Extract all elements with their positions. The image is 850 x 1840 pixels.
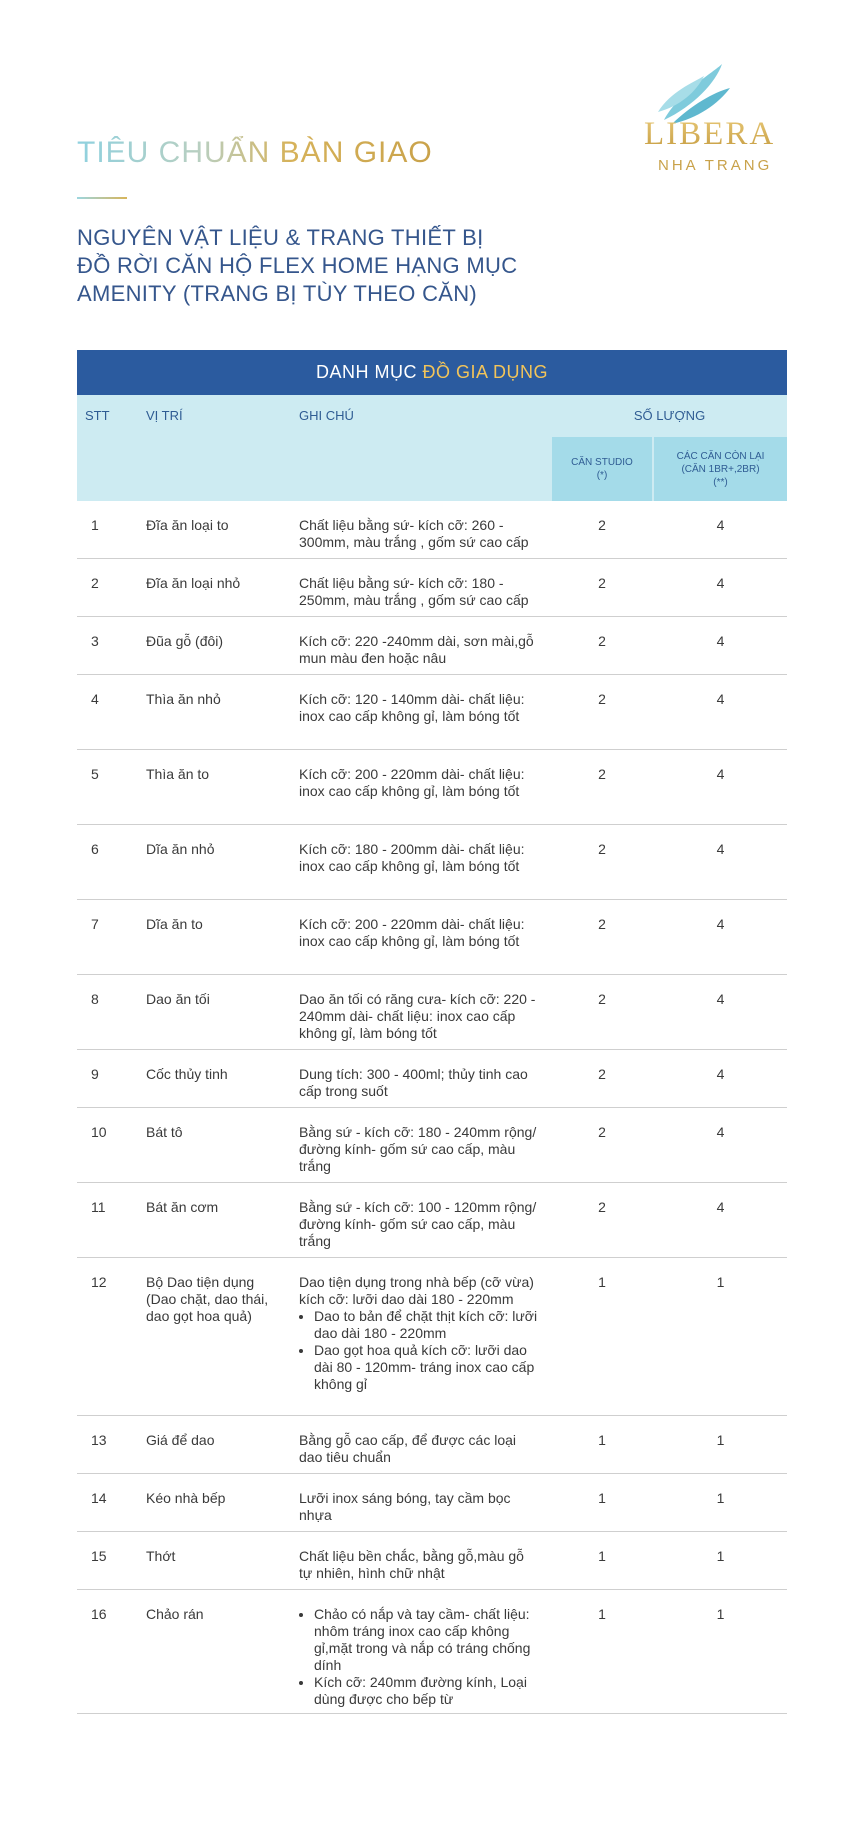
- bullet-item: • Dao gọt hoa quả kích cỡ: lưỡi dao dài 80 - 120mm- tráng inox cao cấp không gỉ: [314, 1342, 539, 1393]
- row-ghichu: [299, 1548, 539, 1582]
- row-other-qty: 1: [716, 1490, 725, 1506]
- row-studio-qty: 1: [598, 1432, 606, 1448]
- row-ghichu: [299, 691, 539, 725]
- row-ghichu-bullets: [299, 1606, 539, 1708]
- row-other-qty: 4: [716, 766, 725, 782]
- row-vitri: Cốc thủy tinh: [146, 1066, 228, 1082]
- row-other-qty: 1: [716, 1606, 725, 1622]
- subtitle-line: ĐỒ RỜI CĂN HỘ FLEX HOME HẠNG MỤC: [77, 253, 518, 278]
- column-header-stt: STT: [85, 408, 110, 423]
- row-ghichu-text: Bằng gỗ cao cấp, để được các loại dao tiêu chuẩn: [299, 1432, 517, 1465]
- row-other-qty: 4: [716, 1066, 725, 1082]
- other-sublabel: (CĂN 1BR+,2BR): [681, 463, 760, 475]
- row-vitri: Thớt: [146, 1548, 176, 1564]
- row-other-qty: 4: [716, 575, 725, 591]
- row-studio-qty: 2: [598, 916, 606, 932]
- table-row: [77, 975, 787, 1050]
- title-underline: [77, 197, 127, 199]
- other-note: (**): [713, 476, 728, 488]
- bullet-item: • Dao to bản để chặt thịt kích cỡ: lưỡi dao dài 180 - 220mm: [314, 1308, 539, 1342]
- row-ghichu: [299, 916, 539, 950]
- row-other-qty: 4: [716, 916, 725, 932]
- row-ghichu: [299, 1199, 539, 1250]
- logo-subtitle: NHA TRANG: [658, 157, 773, 174]
- row-studio-qty: 2: [598, 991, 606, 1007]
- table-row: [77, 1050, 787, 1108]
- row-ghichu-text: Kích cỡ: 200 - 220mm dài- chất liệu: inox cao cấp không gỉ, làm bóng tốt: [299, 916, 525, 949]
- row-other-qty: 4: [716, 841, 725, 857]
- row-stt: 10: [91, 1124, 107, 1140]
- bullet-item: • Kích cỡ: 240mm đường kính, Loại dùng được cho bếp từ: [314, 1674, 539, 1708]
- row-stt: 13: [91, 1432, 107, 1448]
- row-other-qty: 4: [716, 991, 725, 1007]
- row-stt: 1: [91, 517, 99, 533]
- row-vitri: Dao ăn tối: [146, 991, 210, 1007]
- row-studio-qty: 1: [598, 1490, 606, 1506]
- row-vitri: Thìa ăn to: [146, 766, 210, 782]
- row-ghichu: [299, 766, 539, 800]
- row-ghichu: [299, 1490, 539, 1524]
- row-other-qty: 4: [716, 1199, 725, 1215]
- table-header: [77, 350, 787, 395]
- row-studio-qty: 1: [598, 1548, 606, 1564]
- row-ghichu: [299, 1066, 539, 1100]
- row-other-qty: 1: [716, 1274, 725, 1290]
- studio-label: CĂN STUDIO: [571, 457, 633, 468]
- row-studio-qty: 2: [598, 517, 606, 533]
- row-ghichu-text: Dung tích: 300 - 400ml; thủy tinh cao cấp trong suốt: [299, 1066, 528, 1099]
- column-header-soluong: SỐ LƯỢNG: [633, 408, 706, 423]
- table-row: [77, 1258, 787, 1416]
- row-ghichu-text: Dao ăn tối có răng cưa- kích cỡ: 220 - 240mm dài- chất liệu: inox cao cấp không gỉ, làm bóng tốt: [299, 991, 536, 1041]
- other-label: CÁC CĂN CÒN LẠI: [676, 450, 765, 462]
- table-row: [77, 1183, 787, 1258]
- column-header-studio: [552, 437, 652, 501]
- row-ghichu-text: Kích cỡ: 220 -240mm dài, sơn mài,gỗ mun màu đen hoặc nâu: [299, 633, 534, 666]
- row-vitri: Đũa gỗ (đôi): [146, 633, 224, 649]
- table-body: [77, 501, 787, 1714]
- column-header-other: [654, 437, 787, 501]
- row-ghichu-text: Chất liệu bằng sứ- kích cỡ: 180 - 250mm, màu trắng , gốm sứ cao cấp: [299, 575, 529, 608]
- row-vitri: Bát tô: [146, 1124, 183, 1140]
- libera-logo: [622, 62, 786, 182]
- row-other-qty: 4: [716, 1124, 725, 1140]
- logo-wordmark: LIBERA: [644, 116, 776, 152]
- table-row: [77, 825, 787, 900]
- table-row: [77, 1590, 787, 1714]
- row-studio-qty: 2: [598, 1066, 606, 1082]
- row-ghichu-text: Lưỡi inox sáng bóng, tay cầm bọc nhựa: [299, 1490, 511, 1523]
- row-stt: 12: [91, 1274, 107, 1290]
- row-stt: 7: [91, 916, 99, 932]
- row-studio-qty: 2: [598, 1124, 606, 1140]
- studio-note: (*): [596, 470, 608, 481]
- row-ghichu: [299, 841, 539, 875]
- table-row: [77, 675, 787, 750]
- row-studio-qty: 2: [598, 691, 606, 707]
- row-other-qty: 4: [716, 691, 725, 707]
- row-vitri: Chảo rán: [146, 1606, 204, 1622]
- subtitle: [77, 224, 597, 308]
- row-ghichu: [299, 633, 539, 667]
- row-ghichu-text: Chất liệu bền chắc, bằng gỗ,màu gỗ tự nhiên, hình chữ nhật: [299, 1548, 524, 1581]
- row-ghichu-text: Kích cỡ: 120 - 140mm dài- chất liệu: inox cao cấp không gỉ, làm bóng tốt: [299, 691, 525, 724]
- row-ghichu-text: Dao tiện dụng trong nhà bếp (cỡ vừa) kích cỡ: lưỡi dao dài 180 - 220mm: [299, 1274, 534, 1307]
- row-vitri: Bộ Dao tiện dụng (Dao chặt, dao thái, dao gọt hoa quả): [146, 1274, 269, 1324]
- table-row: [77, 750, 787, 825]
- table-row: [77, 1532, 787, 1590]
- row-vitri: Đĩa ăn loại nhỏ: [146, 575, 241, 591]
- table-row: [77, 501, 787, 559]
- bullet-item: • Chảo có nắp và tay cầm- chất liệu: nhôm tráng inox cao cấp không gỉ,mặt trong và nắp có tráng chống dính: [314, 1606, 539, 1674]
- table-header-highlight: ĐỒ GIA DỤNG: [422, 362, 548, 382]
- row-vitri: Bát ăn cơm: [146, 1199, 219, 1215]
- table-row: [77, 559, 787, 617]
- row-studio-qty: 2: [598, 575, 606, 591]
- row-ghichu: [299, 517, 539, 551]
- row-ghichu-text: Bằng sứ - kích cỡ: 180 - 240mm rộng/ đường kính- gốm sứ cao cấp, màu trắng: [299, 1124, 537, 1174]
- row-other-qty: 4: [716, 517, 725, 533]
- table-row: [77, 1108, 787, 1183]
- row-vitri: Dĩa ăn nhỏ: [146, 841, 215, 857]
- table-row: [77, 900, 787, 975]
- row-stt: 15: [91, 1548, 107, 1564]
- row-studio-qty: 1: [598, 1274, 606, 1290]
- row-ghichu: [299, 1274, 539, 1393]
- row-ghichu: [299, 991, 539, 1042]
- table-row: [77, 617, 787, 675]
- row-vitri: Dĩa ăn to: [146, 916, 203, 932]
- row-stt: 8: [91, 991, 99, 1007]
- row-studio-qty: 2: [598, 841, 606, 857]
- row-ghichu: [299, 575, 539, 609]
- row-stt: 6: [91, 841, 99, 857]
- row-stt: 3: [91, 633, 99, 649]
- row-stt: 9: [91, 1066, 99, 1082]
- column-header-ghichu: GHI CHÚ: [299, 408, 354, 423]
- row-studio-qty: 2: [598, 1199, 606, 1215]
- row-ghichu-text: Bằng sứ - kích cỡ: 100 - 120mm rộng/ đường kính- gốm sứ cao cấp, màu trắng: [299, 1199, 537, 1249]
- row-ghichu-text: Kích cỡ: 180 - 200mm dài- chất liệu: inox cao cấp không gỉ, làm bóng tốt: [299, 841, 525, 874]
- table-row: [77, 1416, 787, 1474]
- row-ghichu-bullets: [299, 1308, 539, 1393]
- appliance-table: [77, 350, 787, 1714]
- row-stt: 11: [91, 1199, 106, 1215]
- row-stt: 4: [91, 691, 99, 707]
- row-stt: 16: [91, 1606, 107, 1622]
- table-header-main: DANH MỤC: [315, 362, 423, 382]
- row-other-qty: 1: [716, 1432, 725, 1448]
- row-ghichu: [299, 1432, 539, 1466]
- page-title: TIÊU CHUẨN BÀN GIAO: [77, 136, 433, 169]
- row-vitri: Đĩa ăn loại to: [146, 517, 229, 533]
- row-ghichu: [299, 1124, 539, 1175]
- row-ghichu: [299, 1606, 539, 1708]
- row-vitri: Thìa ăn nhỏ: [146, 691, 221, 707]
- row-studio-qty: 2: [598, 766, 606, 782]
- row-studio-qty: 1: [598, 1606, 606, 1622]
- subtitle-line: AMENITY (TRANG BỊ TÙY THEO CĂN): [77, 281, 478, 306]
- row-ghichu-text: Kích cỡ: 200 - 220mm dài- chất liệu: inox cao cấp không gỉ, làm bóng tốt: [299, 766, 525, 799]
- subtitle-line: NGUYÊN VẬT LIỆU & TRANG THIẾT BỊ: [77, 225, 484, 250]
- row-stt: 5: [91, 766, 99, 782]
- column-header-vitri: VỊ TRÍ: [146, 408, 183, 423]
- row-vitri: Kéo nhà bếp: [146, 1490, 226, 1506]
- row-ghichu-text: Chất liệu bằng sứ- kích cỡ: 260 - 300mm, màu trắng , gốm sứ cao cấp: [299, 517, 529, 550]
- table-row: [77, 1474, 787, 1532]
- row-stt: 2: [91, 575, 99, 591]
- row-other-qty: 4: [716, 633, 725, 649]
- column-headers: [77, 395, 787, 501]
- row-vitri: Giá để dao: [146, 1432, 215, 1448]
- row-stt: 14: [91, 1490, 107, 1506]
- row-studio-qty: 2: [598, 633, 606, 649]
- row-other-qty: 1: [716, 1548, 725, 1564]
